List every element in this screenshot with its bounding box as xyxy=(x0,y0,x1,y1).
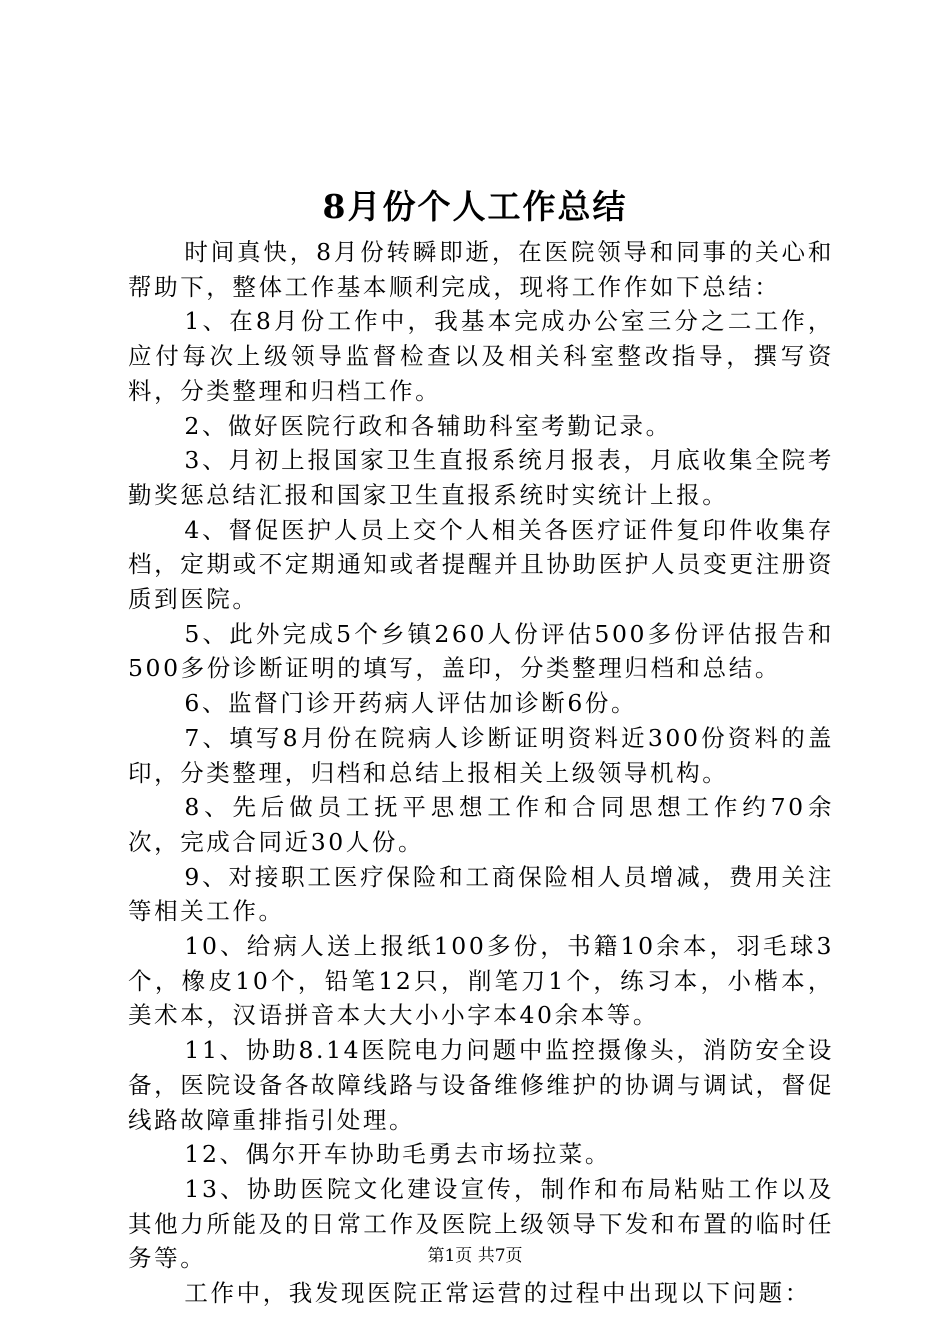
problems-intro-paragraph: 工作中，我发现医院正常运营的过程中出现以下问题： xyxy=(184,1279,811,1308)
list-item-4: 4、督促医护人员上交个人相关各医疗证件复印件收集存档，定期或不定期通知或者提醒并且协助医护人员变更注册资质到医院。 xyxy=(128,515,834,614)
list-item-1: 1、在8月份工作中，我基本完成办公室三分之二工作，应付每次上级领导监督检查以及相关科室整改指导，撰写资料，分类整理和归档工作。 xyxy=(128,307,834,405)
list-item-10: 10、给病人送上报纸100多份，书籍10余本，羽毛球3个，橡皮10个，铅笔12只，削笔刀1个，练习本，小楷本，美术本，汉语拼音本大大小小字本40余本等。 xyxy=(128,932,834,1030)
list-item-5: 5、此外完成5个乡镇260人份评估500多份评估报告和500多份诊断证明的填写，盖印，分类整理归档和总结。 xyxy=(128,619,834,683)
intro-paragraph: 时间真快，8月份转瞬即逝，在医院领导和同事的关心和帮助下，整体工作基本顺利完成，现将工作作如下总结： xyxy=(128,238,834,301)
list-item-6: 6、监督门诊开药病人评估加诊断6份。 xyxy=(184,689,638,718)
list-item-13: 13、协助医院文化建设宣传，制作和布局粘贴工作以及其他力所能及的日常工作及医院上级领导下发和布置的临时任务等。 xyxy=(128,1174,834,1273)
page-number-footer: 第1页 共7页 xyxy=(427,1246,523,1266)
document-title: 8月份个人工作总结 xyxy=(322,187,628,226)
list-item-12: 12、偶尔开车协助毛勇去市场拉菜。 xyxy=(184,1140,611,1169)
list-item-11: 11、协助8.14医院电力问题中监控摄像头，消防安全设备，医院设备各故障线路与设备维修维护的协调与调试，督促线路故障重排指引处理。 xyxy=(128,1036,834,1134)
list-item-9: 9、对接职工医疗保险和工商保险相人员增减，费用关注等相关工作。 xyxy=(128,862,834,926)
list-item-7: 7、填写8月份在院病人诊断证明资料近300份资料的盖印，分类整理，归档和总结上报相关上级领导机构。 xyxy=(128,723,834,787)
list-item-8: 8、先后做员工抚平思想工作和合同思想工作约70余次，完成合同近30人份。 xyxy=(128,793,834,856)
list-item-2: 2、做好医院行政和各辅助科室考勤记录。 xyxy=(184,411,672,440)
list-item-3: 3、月初上报国家卫生直报系统月报表，月底收集全院考勤奖惩总结汇报和国家卫生直报系统时实统计上报。 xyxy=(128,446,834,509)
document-body xyxy=(128,235,834,1311)
